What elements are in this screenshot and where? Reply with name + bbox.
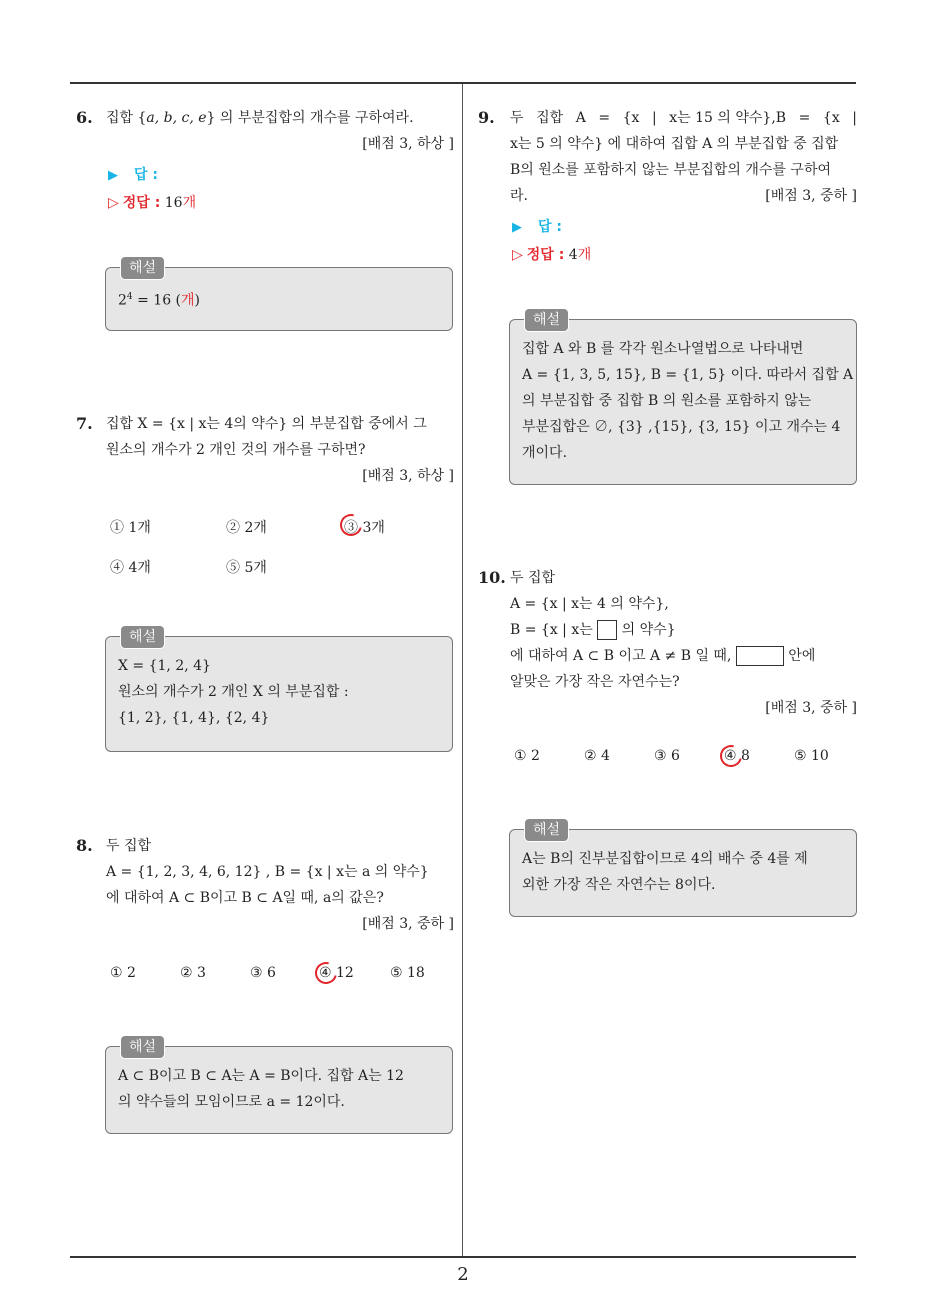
blank-box	[597, 620, 617, 640]
question-8-meta: [배점 3, 중하 ]	[362, 916, 454, 932]
choice-2[interactable]: ② 3	[180, 965, 206, 981]
explanation-tag: 해설	[524, 308, 569, 332]
page-number: 2	[457, 1264, 469, 1285]
question-10-meta: [배점 3, 중하 ]	[765, 700, 857, 716]
explanation-tag: 해설	[120, 1035, 165, 1059]
question-7-line-2: 원소의 개수가 2 개인 것의 개수를 구하면?	[106, 442, 366, 458]
question-9-line-4: 라. [배점 3, 중하 ]	[510, 183, 857, 209]
explanation-line: X = {1, 2, 4}	[118, 658, 211, 674]
explanation-tag: 해설	[120, 256, 165, 280]
explanation-line: 원소의 개수가 2 개인 X 의 부분집합 :	[118, 684, 349, 700]
question-9-solution: ▷ 정답 : 4개	[512, 247, 592, 263]
choice-2[interactable]: ② 2개	[226, 520, 267, 536]
question-7-meta: [배점 3, 하상 ]	[362, 468, 454, 484]
question-8-explanation	[105, 1039, 453, 1134]
explanation-text: $2^4 = 16$ (개)	[118, 292, 201, 309]
question-9-explanation	[509, 312, 857, 485]
choice-1[interactable]: ① 2	[110, 965, 136, 981]
question-6-explanation	[105, 260, 453, 331]
explanation-line: 개이다.	[522, 445, 568, 461]
question-10-number: 10.	[478, 568, 506, 587]
question-6-answer: ▶ 답 :	[108, 167, 158, 183]
question-10-line-5: 알맞은 가장 작은 자연수는?	[510, 674, 680, 690]
top-rule	[70, 82, 856, 84]
explanation-line: 의 약수들의 모임이므로 a = 12이다.	[118, 1094, 345, 1110]
explanation-line: 의 부분집합 중 집합 B 의 원소를 포함하지 않는	[522, 393, 812, 409]
explanation-line: 집합 A 와 B 를 각각 원소나열법으로 나타내면	[522, 341, 804, 357]
explanation-tag: 해설	[524, 818, 569, 842]
explanation-line: A는 B의 진부분집합이므로 4의 배수 중 4를 제	[522, 851, 808, 867]
question-8	[106, 833, 454, 937]
choice-4[interactable]: ④ 12	[319, 965, 354, 981]
question-6-text: 집합 {a, b, c, e} 의 부분집합의 개수를 구하여라.	[106, 110, 414, 126]
question-10-line-4: 에 대하여 A ⊂ B 이고 A ≠ B 일 때, 안에	[510, 648, 816, 664]
choice-4[interactable]: ④ 8	[724, 748, 750, 764]
triangle-outline-icon: ▷	[512, 247, 523, 263]
question-9-line-2: x는 5 의 약수} 에 대하여 집합 A 의 부분집합 중 집합	[510, 136, 839, 152]
question-9-answer: ▶ 답 :	[512, 219, 562, 235]
question-6-number: 6.	[76, 108, 93, 127]
question-9-number: 9.	[478, 108, 495, 127]
choice-5[interactable]: ⑤ 10	[794, 748, 829, 764]
question-9-line-1: 두 집합 A = {x | x는 15 의 약수},B = {x |	[510, 110, 857, 126]
choice-3[interactable]: ③ 6	[250, 965, 276, 981]
question-9-meta: [배점 3, 중하 ]	[765, 188, 857, 204]
play-icon: ▶	[512, 220, 522, 235]
bottom-rule	[70, 1256, 856, 1258]
triangle-outline-icon: ▷	[108, 195, 119, 211]
question-7	[106, 411, 454, 489]
question-10-line-2: A = {x | x는 4 의 약수},	[510, 596, 669, 612]
choice-1[interactable]: ① 1개	[110, 520, 151, 536]
explanation-line: 외한 가장 작은 자연수는 8이다.	[522, 877, 716, 893]
question-6	[106, 105, 454, 157]
question-8-number: 8.	[76, 836, 93, 855]
question-10-line-3: B = {x | x는 의 약수}	[510, 622, 676, 638]
explanation-line: {1, 2}, {1, 4}, {2, 4}	[118, 710, 270, 726]
explanation-line: A ⊂ B이고 B ⊂ A는 A = B이다. 집합 A는 12	[118, 1068, 404, 1084]
question-7-number: 7.	[76, 414, 93, 433]
blank-box	[736, 646, 784, 666]
choice-3[interactable]: ③ 6	[654, 748, 680, 764]
question-10	[510, 565, 857, 721]
play-icon: ▶	[108, 168, 118, 183]
choice-2[interactable]: ② 4	[584, 748, 610, 764]
question-6-solution: ▷ 정답 : 16개	[108, 195, 197, 211]
question-10-explanation	[509, 822, 857, 917]
question-8-line-2: A = {1, 2, 3, 4, 6, 12} , B = {x | x는 a 의 약수}	[106, 864, 429, 880]
choice-4[interactable]: ④ 4개	[110, 560, 151, 576]
question-10-line-1: 두 집합	[510, 570, 556, 586]
question-6-meta: [배점 3, 하상 ]	[362, 136, 454, 152]
choice-1[interactable]: ① 2	[514, 748, 540, 764]
explanation-line: 부분집합은 ∅, {3} ,{15}, {3, 15} 이고 개수는 4	[522, 419, 841, 435]
choice-3[interactable]: ③ 3개	[344, 520, 385, 536]
question-9-line-3: B의 원소를 포함하지 않는 부분집합의 개수를 구하여	[510, 162, 831, 178]
explanation-line: A = {1, 3, 5, 15}, B = {1, 5} 이다. 따라서 집합 A	[522, 367, 854, 383]
column-divider	[462, 84, 463, 1256]
choice-5[interactable]: ⑤ 18	[390, 965, 425, 981]
choice-5[interactable]: ⑤ 5개	[226, 560, 267, 576]
question-8-line-1: 두 집합	[106, 838, 152, 854]
question-7-line-1: 집합 X = {x | x는 4의 약수} 의 부분집합 중에서 그	[106, 416, 427, 432]
question-9	[510, 105, 857, 209]
question-7-explanation	[105, 629, 453, 752]
question-8-line-3: 에 대하여 A ⊂ B이고 B ⊂ A일 때, a의 값은?	[106, 890, 384, 906]
explanation-tag: 해설	[120, 625, 165, 649]
